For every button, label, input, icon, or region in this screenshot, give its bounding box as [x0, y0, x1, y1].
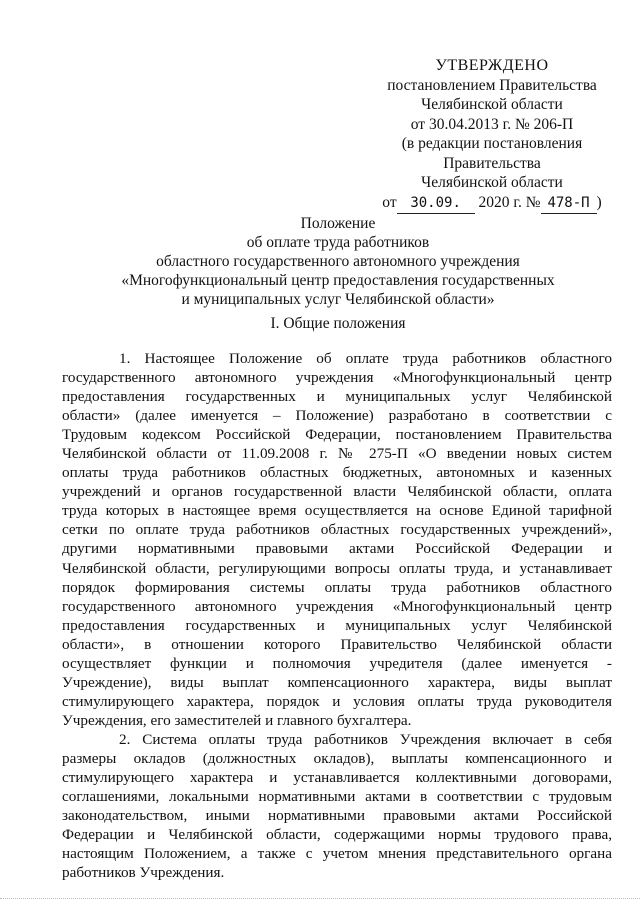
paragraph-line: Челябинской области, регулирующими вопросы оплаты труда, и устанавливает [62, 559, 612, 577]
paragraph-line: стимулирующего характера, порядок и условия оплаты труда руководителя [62, 692, 612, 710]
title-line: об оплате труда работников [246, 234, 430, 251]
approval-line: Правительства [443, 154, 541, 172]
paragraph-line: Трудовым кодексом Российской Федерации, постановлением Правительства [62, 426, 612, 444]
paragraph-line: осуществляет функции и полномочия учредителя (далее именуется - [62, 654, 612, 672]
paragraph-line: государственного автономного учреждения «Многофункциональный центр [62, 369, 612, 387]
title-line: и муниципальных услуг Челябинской области» [181, 291, 495, 308]
paragraph-line: Челябинской области от 11.09.2008 г. № 275-П «О введении новых систем [62, 445, 612, 463]
document-title [60, 214, 616, 309]
approval-line: постановлением Правительства [387, 76, 597, 94]
title-line: «Многофункциональный центр предоставления государственных [121, 272, 555, 289]
paragraph-line: Учреждение), виды выплат компенсационного характера, виды выплат [62, 673, 612, 691]
paragraph-line: оплаты труда работников областных бюджетных, автономных и казенных [62, 464, 612, 482]
paragraph-line: работников Учреждения. [62, 864, 225, 882]
title-line: Положение [300, 215, 376, 232]
approval-handwritten-date: 30.09. [397, 194, 475, 215]
approval-line: (в редакции постановления [401, 135, 583, 152]
paragraph-line: Федерации и Челябинской области, содержащими нормы трудового права, [62, 826, 612, 844]
approval-stamp [372, 56, 612, 214]
page-footer-divider [0, 898, 640, 900]
paragraph-line: соглашениями, локальными нормативными актами в соответствии с трудовым [62, 788, 612, 806]
paragraph-line: 2. Система оплаты труда работников Учреждения включает в себя [119, 731, 612, 748]
paragraph-line: настоящим Положением, а также с учетом мнения представительного органа [62, 845, 612, 863]
paragraph-line: сетки по оплате труда работников областных государственных учреждений», [62, 521, 612, 539]
paragraph-line: порядок формирования системы оплаты труда работников областного [62, 578, 612, 596]
paragraph-line: учреждений и органов государственной власти Челябинской области, оплата [62, 483, 612, 501]
approval-close-paren: ) [596, 193, 602, 211]
paragraph-line: другими нормативными правовыми актами Российской Федерации и [62, 540, 612, 558]
paragraph-2 [62, 730, 612, 882]
title-line: областного государственного автономного учреждения [156, 253, 520, 270]
approval-handwritten-number: 478-П [541, 194, 597, 215]
paragraph-line: области» (далее именуется – Положение) разработано в соответствии с [62, 407, 612, 425]
paragraph-line: законодательством, иными нормативными правовыми актами Российской [62, 807, 612, 825]
section-heading: I. Общие положения [270, 315, 406, 332]
paragraph-line: государственного автономного учреждения «Многофункциональный центр [62, 597, 612, 615]
paragraph-line: стимулирующего характера и устанавливается коллективными договорами, [62, 769, 612, 787]
paragraph-line: предоставления государственных и муниципальных услуг Челябинской [62, 388, 612, 406]
approval-line: Челябинской области [421, 96, 563, 113]
paragraph-line: Учреждения, его заместителей и главного бухгалтера. [62, 711, 412, 729]
paragraph-line: размеры окладов (должностных окладов), выплаты компенсационного и [62, 750, 612, 768]
approval-line: Челябинской области [421, 174, 563, 191]
paragraph-line: области», в отношении которого Правительство Челябинской области [62, 635, 612, 653]
paragraph-line: предоставления государственных и муниципальных услуг Челябинской [62, 616, 612, 634]
approval-date-line [372, 193, 612, 215]
paragraph-1 [62, 349, 612, 730]
paragraph-line: 1. Настоящее Положение об оплате труда работников областного [119, 350, 612, 367]
approval-line: от 30.04.2013 г. № 206-П [410, 115, 574, 133]
approval-from-prefix: от [382, 193, 397, 211]
paragraph-line: труда которых в настоящее время осуществляется на основе Единой тарифной [62, 502, 612, 520]
approval-year-suffix: 2020 г. № [478, 193, 541, 211]
approval-heading: УТВЕРЖДЕНО [435, 57, 549, 74]
